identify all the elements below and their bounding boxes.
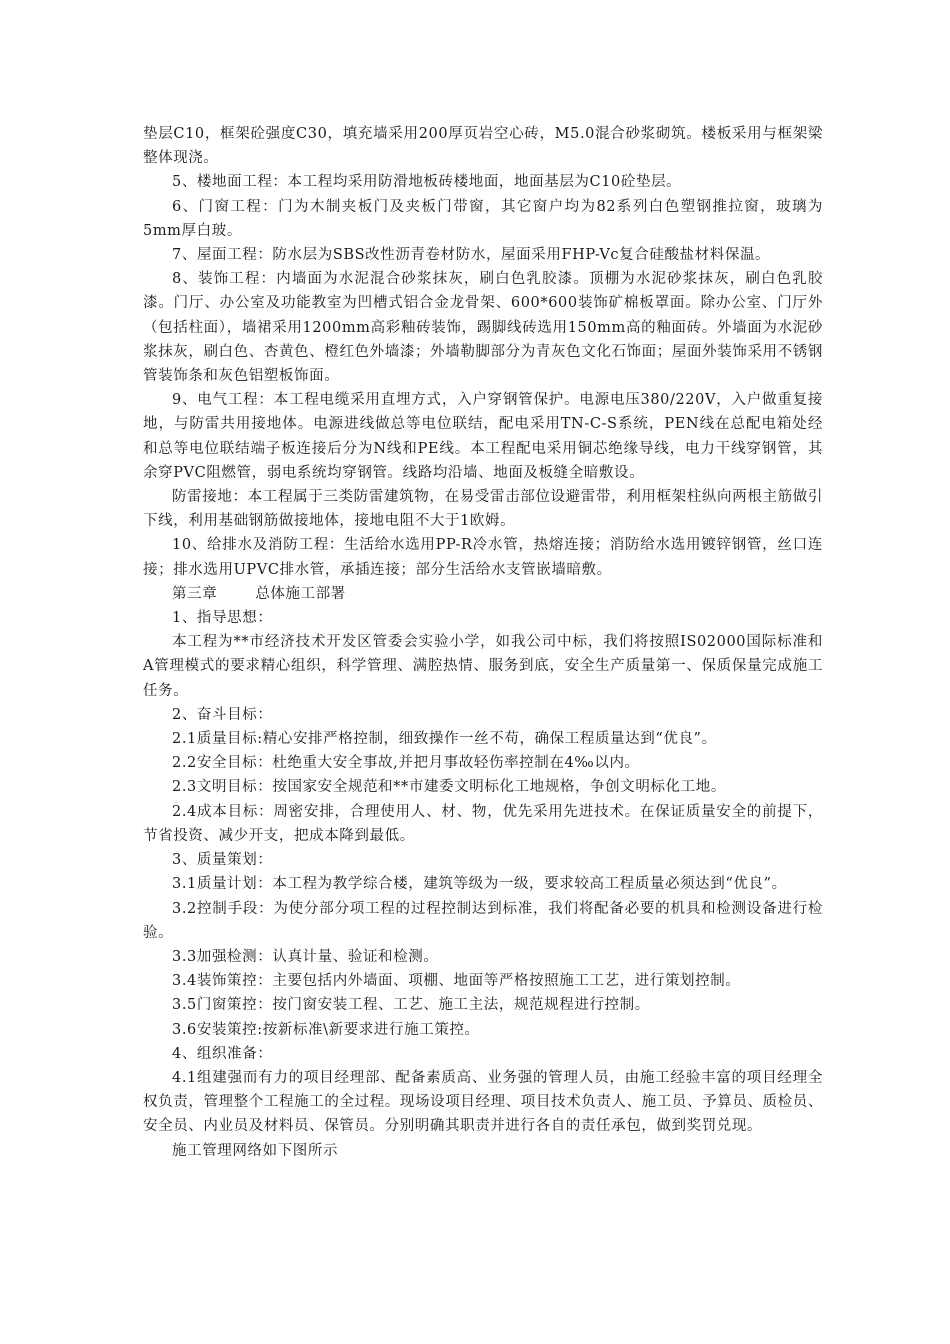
- goal-safety: 2.2安全目标：杜绝重大安全事故,并把月事故轻伤率控制在4‰以内。: [172, 755, 640, 772]
- document-page: [143, 122, 823, 1163]
- paragraph-decoration: 8、装饰工程：内墙面为水泥混合砂浆抹灰，刷白色乳胶漆。顶棚为水泥砂浆抹灰，刷白色乳胶漆。门厅、办公室及功能教室为凹槽式铝合金龙骨架、600*600装饰矿棉板罩面。除办公室、门厅外（包括柱面），墙裙采用1200mm高彩釉砖装饰，踢脚线砖选用150mm高的釉面砖。外墙面为水泥砂浆抹灰，刷白色、杏黄色、橙红色外墙漆；外墙勒脚部分为青灰色文化石饰面；屋面外装饰采用不锈钢管装饰条和灰色铝塑板饰面。: [143, 271, 823, 385]
- paragraph-electrical: 9、电气工程：本工程电缆采用直埋方式，入户穿钢管保护。电源电压380/220V，入户做重复接地，与防雷共用接地体。电源进线做总等电位联结，配电采用TN-C-S系统，PEN线在总配电箱处经和总等电位联结端子板连接后分为N线和PE线。本工程配电采用铜芯绝缘导线，电力干线穿钢管，其余穿PVC阻燃管，弱电系统均穿钢管。线路均沿墙、地面及板缝全暗敷设。: [143, 392, 823, 481]
- chapter-heading: [143, 582, 823, 606]
- paragraph-floor: 5、楼地面工程：本工程均采用防滑地板砖楼地面，地面基层为C10砼垫层。: [172, 174, 682, 191]
- quality-plan: 3.1质量计划：本工程为教学综合楼，建筑等级为一级，要求较高工程质量必须达到“优良”。: [172, 876, 787, 893]
- paragraph-organization: 4.1组建强而有力的项目经理部、配备素质高、业务强的管理人员，由施工经验丰富的项目经理全权负责，管理整个工程施工的全过程。现场设项目经理、项目技术负责人、施工员、予算员、质检员、安全员、内业员及材料员、保管员。分别明确其职责并进行各自的责任承包，做到奖罚兑现。: [143, 1069, 823, 1135]
- paragraph-guiding-idea: 本工程为**市经济技术开发区管委会实验小学，如我公司中标，我们将按照IS02000国际标准和A管理模式的要求精心组织，科学管理、满腔热情、服务到底，安全生产质量第一、保质保量完成施工任务。: [143, 634, 823, 699]
- section-goals: 2、奋斗目标：: [172, 706, 273, 723]
- paragraph-doors-windows: 6、门窗工程：门为木制夹板门及夹板门带窗，其它窗户均为82系列白色塑钢推拉窗，玻璃为5mm厚白玻。: [143, 198, 823, 239]
- chapter-number: 第三章: [172, 585, 218, 602]
- paragraph-structure: 垫层C10，框架砼强度C30，填充墙采用200厚页岩空心砖，M5.0混合砂浆砌筑。楼板采用与框架梁整体现浇。: [143, 126, 823, 167]
- section-quality-planning: 3、质量策划：: [172, 852, 273, 869]
- quality-door-window-control: 3.5门窗策控：按门窗安装工程、工艺、施工主法，规范规程进行控制。: [172, 997, 650, 1014]
- quality-decoration-control: 3.4装饰策控：主要包括内外墙面、项棚、地面等严格按照施工工艺，进行策划控制。: [172, 973, 741, 990]
- quality-inspection: 3.3加强检测：认真计量、验证和检测。: [172, 948, 439, 965]
- paragraph-network-caption: 施工管理网络如下图所示: [172, 1142, 339, 1159]
- quality-installation-control: 3.6安装策控:按新标准\新要求进行施工策控。: [172, 1021, 480, 1038]
- paragraph-plumbing: 10、给排水及消防工程：生活给水选用PP-R冷水管，热熔连接；消防给水选用镀锌钢管，丝口连接；排水选用UPVC排水管，承插连接；部分生活给水支管嵌墙暗敷。: [143, 537, 823, 578]
- goal-quality: 2.1质量目标:精心安排严格控制，细致操作一丝不苟，确保工程质量达到“优良”。: [172, 731, 717, 748]
- paragraph-roof: 7、屋面工程：防水层为SBS改性沥青卷材防水，屋面采用FHP-Vc复合硅酸盐材料保温。: [172, 247, 771, 264]
- section-organization: 4、组织准备：: [172, 1045, 273, 1062]
- section-guiding-idea: 1、指导思想：: [172, 610, 273, 627]
- chapter-title: 总体施工部署: [255, 585, 346, 602]
- goal-civilized: 2.3文明目标：按国家安全规范和**市建委文明标化工地规格，争创文明标化工地。: [172, 779, 726, 796]
- quality-control-means: 3.2控制手段：为使分部分项工程的过程控制达到标准，我们将配备必要的机具和检测设备进行检验。: [143, 900, 823, 941]
- goal-cost: 2.4成本目标：周密安排，合理使用人、材、物，优先采用先进技术。在保证质量安全的前提下，节省投资、减少开支，把成本降到最低。: [143, 803, 823, 844]
- paragraph-lightning: 防雷接地：本工程属于三类防雷建筑物，在易受雷击部位设避雷带，利用框架柱纵向两根主筋做引下线，利用基础钢筋做接地体，接地电阻不大于1欧姆。: [143, 489, 823, 530]
